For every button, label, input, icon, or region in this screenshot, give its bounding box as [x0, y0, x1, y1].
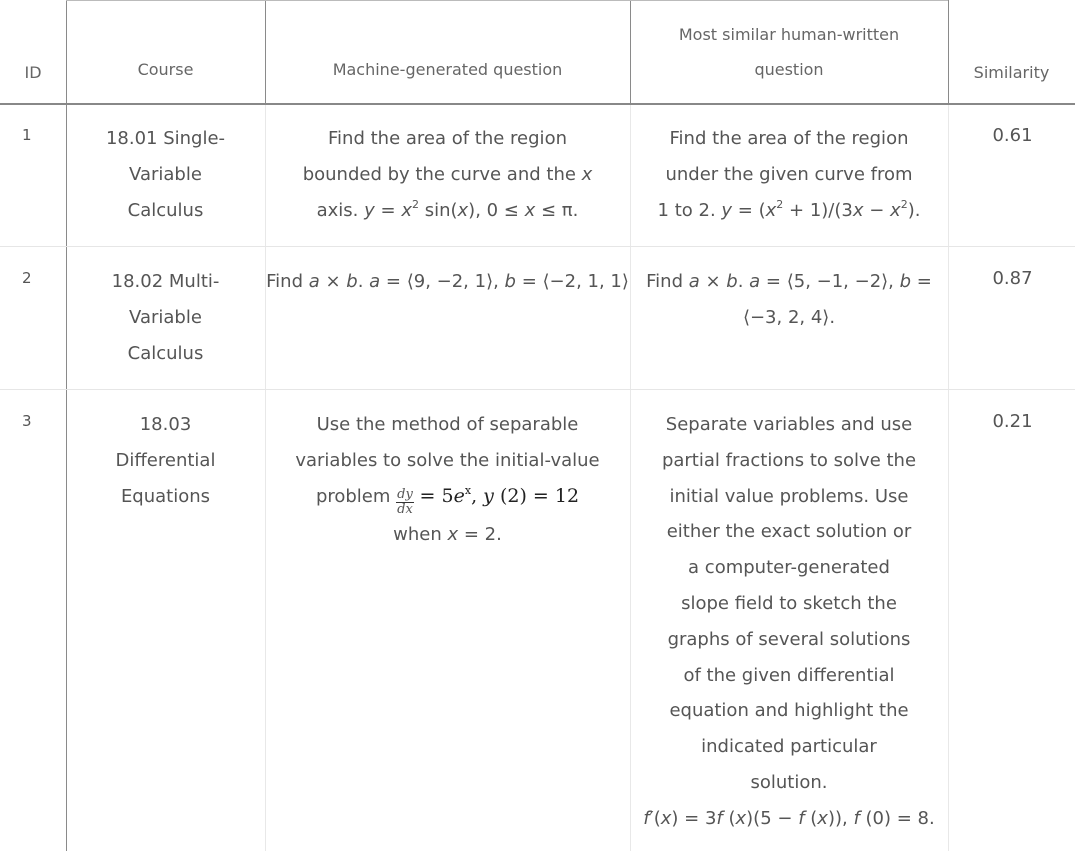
row-divider-2 [0, 389, 1075, 390]
row-1-id: 1 [22, 126, 32, 144]
header-top-rule [66, 0, 948, 1]
row-3-human-line: graphs of several solutions [667, 628, 911, 650]
row-1-human-question: Find the area of the region under the given curve from 1 to 2. $y = (x^2 + 1)/(3x - x^2)$. [657, 128, 921, 221]
header-id: ID [24, 63, 42, 82]
row-2-human-question: Find a × b. a = ⟨5, −1, −2⟩, b = ⟨−3, 2, 4⟩. [646, 271, 932, 328]
row-2-machine-question: Find a × b. a = ⟨9, −2, 1⟩, b = ⟨−2, 1, 1⟩ [266, 271, 629, 292]
row-2-course-line: 18.02 Multi- [111, 271, 220, 292]
header-human-question [630, 17, 948, 87]
row-3-human-line: initial value problems. Use [669, 485, 909, 507]
row-2-course [66, 264, 265, 371]
row-3-human-equation: f′(x) = 3f (x)(5 − f (x)), f (0) = 8. [643, 807, 935, 829]
row-3-course-line: Differential [115, 449, 216, 471]
row-1-course-line: Variable [129, 163, 202, 185]
row-3-machine-question: Use the method of separable variables to solve the initial-value problem $\frac{dy}{dx}$ = $5e^x$, y (2) = 12 when x = 2. [295, 414, 600, 545]
row-divider-1 [0, 246, 1075, 247]
row-3-id: 3 [22, 412, 32, 430]
row-3-human-line: Separate variables and use [665, 414, 913, 435]
row-1-course-line: 18.01 Single- [105, 128, 226, 149]
row-3-human-line: indicated particular [701, 736, 877, 758]
row-3-course [66, 407, 265, 514]
row-1-similarity: 0.61 [992, 125, 1033, 146]
row-3-human-line: slope field to sketch the [681, 592, 897, 614]
header-similarity: Similarity [973, 63, 1050, 82]
row-2-similarity: 0.87 [992, 268, 1033, 289]
col-divider-4-body [948, 104, 949, 851]
row-3-human-line: either the exact solution or [666, 521, 912, 543]
row-1-course-line: Calculus [127, 199, 204, 221]
row-3-similarity: 0.21 [992, 411, 1033, 432]
row-2-course-line: Calculus [127, 342, 204, 364]
header-machine-question: Machine-generated question [332, 60, 563, 79]
row-1-machine-question: Find the area of the region bounded by the curve and the x axis. $y = x^2$ sin(x), 0 ≤ x ≤ π. [302, 128, 593, 221]
row-3-human-line: a computer-generated [688, 557, 890, 579]
row-3-course-line: Equations [120, 485, 211, 507]
row-3-course-line: 18.03 [139, 414, 192, 435]
row-2-course-line: Variable [129, 306, 202, 328]
header-human-question-line2: question [754, 60, 824, 79]
row-2-id: 2 [22, 269, 32, 287]
row-3-human-line: of the given differential [683, 664, 895, 686]
header-human-question-line1: Most similar human-written [678, 25, 900, 44]
row-3-human-line: partial fractions to solve the [661, 449, 917, 471]
row-3-human-line: solution. [750, 771, 828, 793]
header-bottom-rule [0, 103, 1075, 105]
row-3-human-line: equation and highlight the [669, 700, 909, 722]
row-1-course [66, 121, 265, 228]
row-3-human-question [630, 407, 948, 837]
header-course: Course [137, 60, 194, 79]
